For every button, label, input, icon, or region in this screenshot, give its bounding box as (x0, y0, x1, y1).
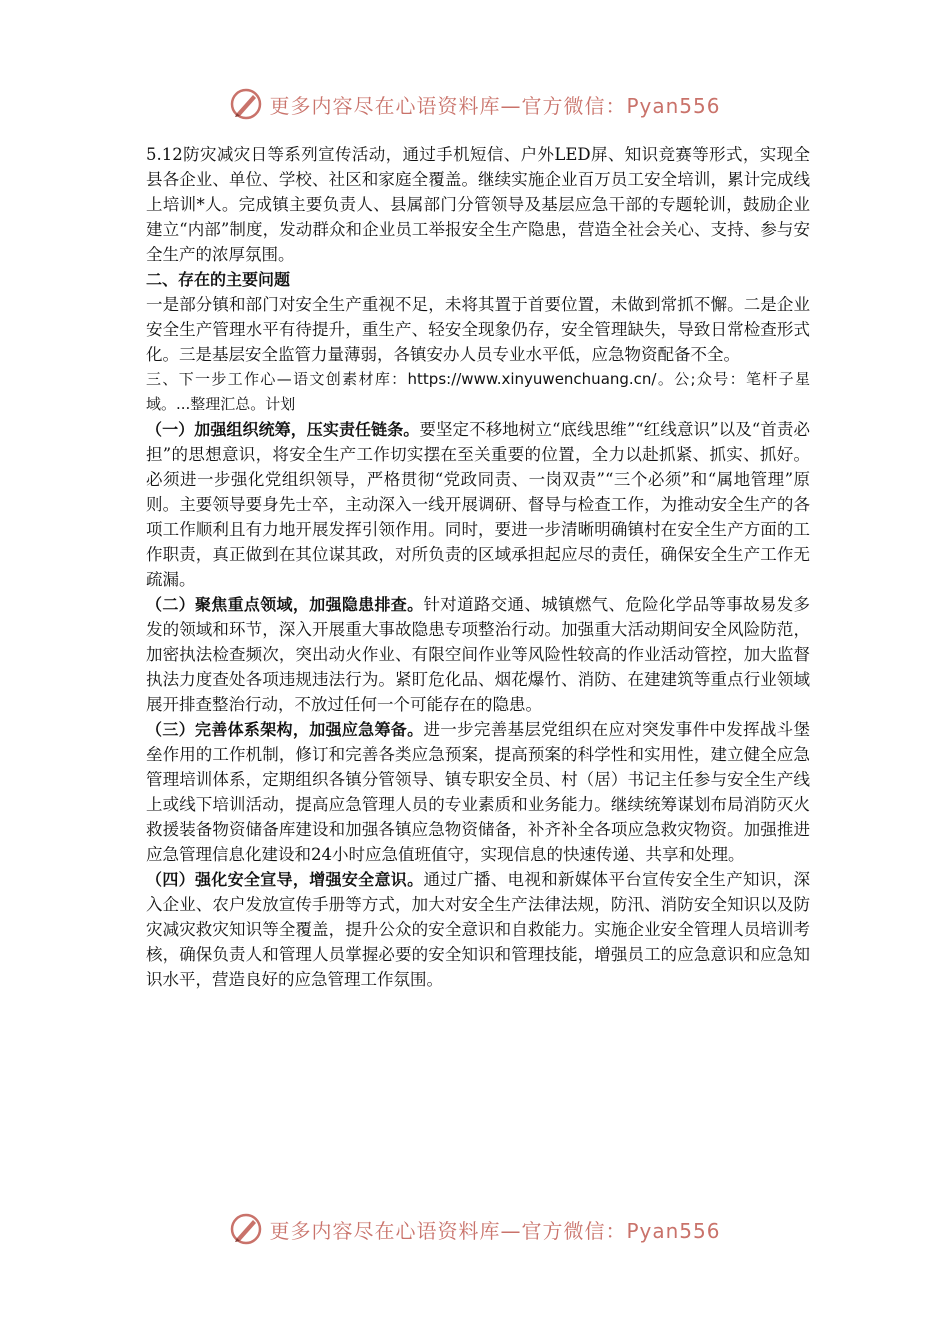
subsection-body: 进一步完善基层党组织在应对突发事件中发挥战斗堡垒作用的工作机制，修订和完善各类应急预案，提高预案的科学性和实用性，建立健全应急管理培训体系，定期组织各镇分管领导、镇专职安全员、村（居）书记主任参与安全生产线上或线下培训活动，提高应急管理人员的专业素质和业务能力。继续统筹谋划布局消防灭火救援装备物资储备库建设和加强各镇应急物资储备，补齐补全各项应急救灾物资。加强推进应急管理信息化建设和24小时应急值班值守，实现信息的快速传递、共享和处理。 (146, 720, 810, 864)
watermark-footer (0, 1209, 950, 1249)
document-body (146, 142, 810, 992)
subsection-paragraph (146, 592, 810, 717)
watermark-text: 更多内容尽在心语资料库—官方微信：Pyan556 (269, 1218, 721, 1243)
subsection-body: 针对道路交通、城镇燃气、危险化学品等事故易发多发的领域和环节，深入开展重大事故隐患专项整治行动。加强重大活动期间安全风险防范，加密执法检查频次，突出动火作业、有限空间作业等风险性较高的作业活动管控，加大监督执法力度查处各项违规违法行为。紧盯危化品、烟花爆竹、消防、在建建筑等重点行业领域展开排查整治行动，不放过任何一个可能存在的隐患。 (146, 595, 810, 714)
subsection-paragraph (146, 417, 810, 592)
subsection-title: （三）完善体系架构，加强应急筹备。 (146, 720, 424, 739)
subsection-body: 要坚定不移地树立“底线思维”“红线意识”以及“首责必担”的思想意识，将安全生产工作切实摆在至关重要的位置，全力以赴抓紧、抓实、抓好。必须进一步强化党组织领导，严格贯彻“党政同责、一岗双责”“三个必须”和“属地管理”原则。主要领导要身先士卒，主动深入一线开展调研、督导与检查工作，为推动安全生产的各项工作顺利且有力地开展发挥引领作用。同时，要进一步清晰明确镇村在安全生产方面的工作职责，真正做到在其位谋其政，对所负责的区域承担起应尽的责任，确保安全生产工作无疏漏。 (146, 420, 810, 589)
subsection-title: （四）强化安全宣导，增强安全意识。 (146, 870, 424, 889)
subsection-title: （二）聚焦重点领域，加强隐患排查。 (146, 595, 424, 614)
paragraph: 5.12防灾减灾日等系列宣传活动，通过手机短信、户外LED屏、知识竞赛等形式，实现全县各企业、单位、学校、社区和家庭全覆盖。继续实施企业百万员工安全培训，累计完成线上培训*人。完成镇主要负责人、县属部门分管领导及基层应急干部的专题轮训，鼓励企业建立“内部”制度，发动群众和企业员工举报安全生产隐患，营造全社会关心、支持、参与安全生产的浓厚氛围。 (146, 145, 810, 264)
pen-logo-icon (229, 87, 263, 121)
section-heading: 二、存在的主要问题 (146, 270, 291, 289)
watermark-text: 更多内容尽在心语资料库—官方微信：Pyan556 (269, 93, 721, 118)
subsection-title: （一）加强组织统筹，压实责任链条。 (146, 420, 420, 439)
subsection-paragraph (146, 717, 810, 867)
section-heading: 三、下一步工作心—语文创素材库：https://www.xinyuwenchuang.cn/。公;众号：笔杆子星域。...整理汇总。计划 (146, 370, 810, 413)
pen-logo-icon (229, 1212, 263, 1246)
subsection-paragraph (146, 867, 810, 992)
paragraph: 一是部分镇和部门对安全生产重视不足，未将其置于首要位置，未做到常抓不懈。二是企业安全生产管理水平有待提升，重生产、轻安全现象仍存，安全管理缺失，导致日常检查形式化。三是基层安全监管力量薄弱，各镇安办人员专业水平低，应急物资配备不全。 (146, 295, 810, 364)
watermark-header (0, 84, 950, 124)
subsection-body: 通过广播、电视和新媒体平台宣传安全生产知识，深入企业、农户发放宣传手册等方式，加大对安全生产法律法规，防汛、消防安全知识以及防灾减灾救灾知识等全覆盖，提升公众的安全意识和自救能力。实施企业安全管理人员培训考核，确保负责人和管理人员掌握必要的安全知识和管理技能，增强员工的应急意识和应急知识水平，营造良好的应急管理工作氛围。 (146, 870, 810, 989)
